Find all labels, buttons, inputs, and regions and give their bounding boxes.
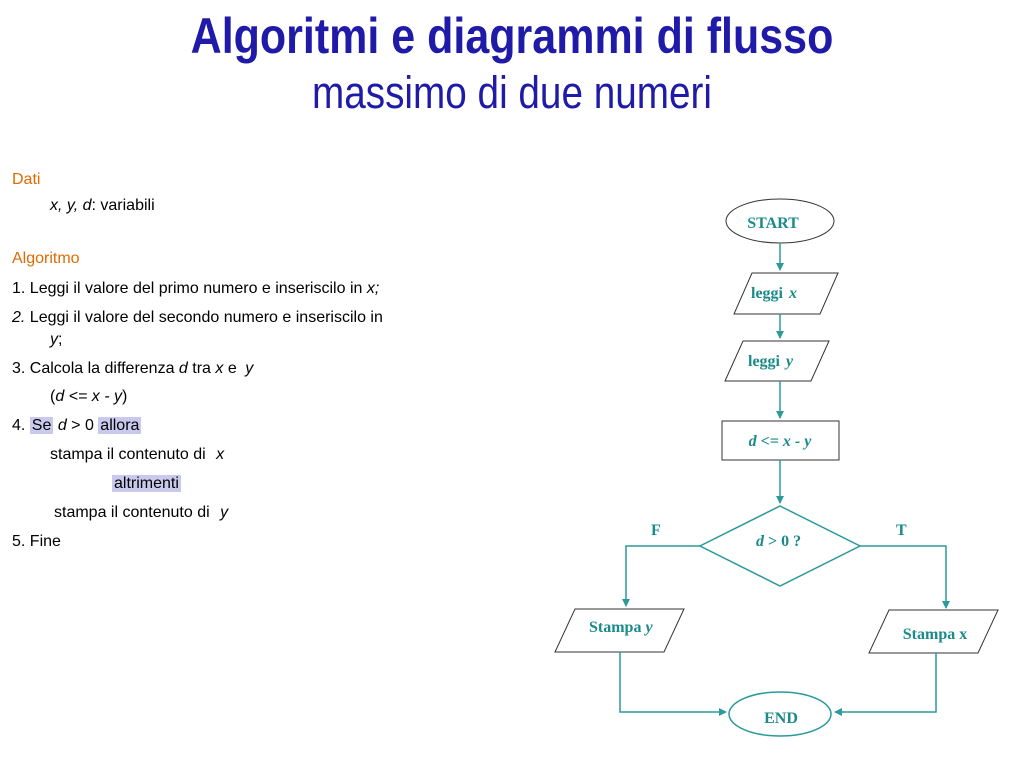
step-5: 5. Fine bbox=[12, 533, 61, 550]
keyword-se: Se bbox=[31, 417, 52, 434]
false-label: F bbox=[651, 522, 661, 539]
step-2-end: ; bbox=[58, 331, 63, 348]
slide-subtitle: massimo di due numeri bbox=[311, 67, 713, 118]
step-3-y: y bbox=[245, 360, 254, 377]
algoritmo-heading: Algoritmo bbox=[12, 250, 80, 267]
dati-heading: Dati bbox=[12, 171, 41, 188]
start-label: START bbox=[747, 215, 799, 232]
read-y-var: y bbox=[786, 353, 794, 370]
keyword-allora: allora bbox=[100, 417, 140, 434]
arrow-print-x-to-end bbox=[835, 653, 936, 712]
step-3-tra: tra bbox=[187, 360, 216, 377]
decision-var: d bbox=[756, 533, 764, 550]
assign-label: d <= x - y bbox=[748, 433, 812, 450]
keyword-altrimenti: altrimenti bbox=[114, 475, 179, 492]
true-label: T bbox=[896, 522, 907, 539]
step-1-text: 1. Leggi il valore del primo numero e inseriscilo in bbox=[12, 280, 367, 297]
print-x-label: Stampa x bbox=[902, 626, 968, 643]
step-3-text: 3. Calcola la differenza bbox=[12, 360, 179, 377]
step-2-var: y bbox=[50, 331, 58, 348]
read-y-label: leggi bbox=[748, 353, 780, 370]
step-4a-text: stampa il contenuto di bbox=[50, 446, 211, 463]
step-1-var: x; bbox=[366, 280, 380, 297]
step-3-x: x bbox=[215, 360, 224, 377]
step-3-expr-open: ( bbox=[50, 388, 56, 405]
step-3-expr-body: d <= x - y bbox=[55, 388, 123, 405]
read-y-text bbox=[748, 353, 794, 370]
slide-title: Algoritmi e diagrammi di flusso bbox=[190, 8, 834, 64]
print-y-label: Stampa bbox=[589, 619, 646, 636]
arrow-false-branch bbox=[626, 546, 700, 606]
step-3-d: d bbox=[178, 360, 188, 377]
read-x-text bbox=[751, 285, 797, 302]
step-4c-var: y bbox=[220, 504, 229, 521]
step-3-expr-close: ) bbox=[122, 388, 128, 405]
step-3-e: e bbox=[223, 360, 242, 377]
step-4-cond: > 0 bbox=[66, 417, 99, 434]
print-y-text bbox=[589, 619, 653, 636]
decision-text bbox=[756, 533, 801, 550]
decision-rest: > 0 ? bbox=[764, 533, 802, 550]
read-x-io bbox=[734, 273, 838, 314]
dati-vars: x, y, d bbox=[50, 197, 92, 214]
arrow-true-branch bbox=[860, 546, 946, 608]
step-4-d: d bbox=[53, 417, 67, 434]
step-2-text: Leggi il valore del secondo numero e inseriscilo in bbox=[25, 309, 383, 326]
arrow-print-y-to-end bbox=[620, 652, 726, 712]
dati-vars-rest: : variabili bbox=[91, 197, 155, 214]
end-label: END bbox=[764, 710, 798, 727]
print-y-var: y bbox=[645, 619, 653, 636]
read-x-label: leggi bbox=[751, 285, 783, 302]
read-x-var: x bbox=[789, 285, 797, 302]
step-2-num: 2. bbox=[12, 309, 26, 326]
step-4-num: 4. bbox=[12, 417, 30, 434]
step-4c-text: stampa il contenuto di bbox=[54, 504, 215, 521]
step-4a-var: x bbox=[216, 446, 225, 463]
